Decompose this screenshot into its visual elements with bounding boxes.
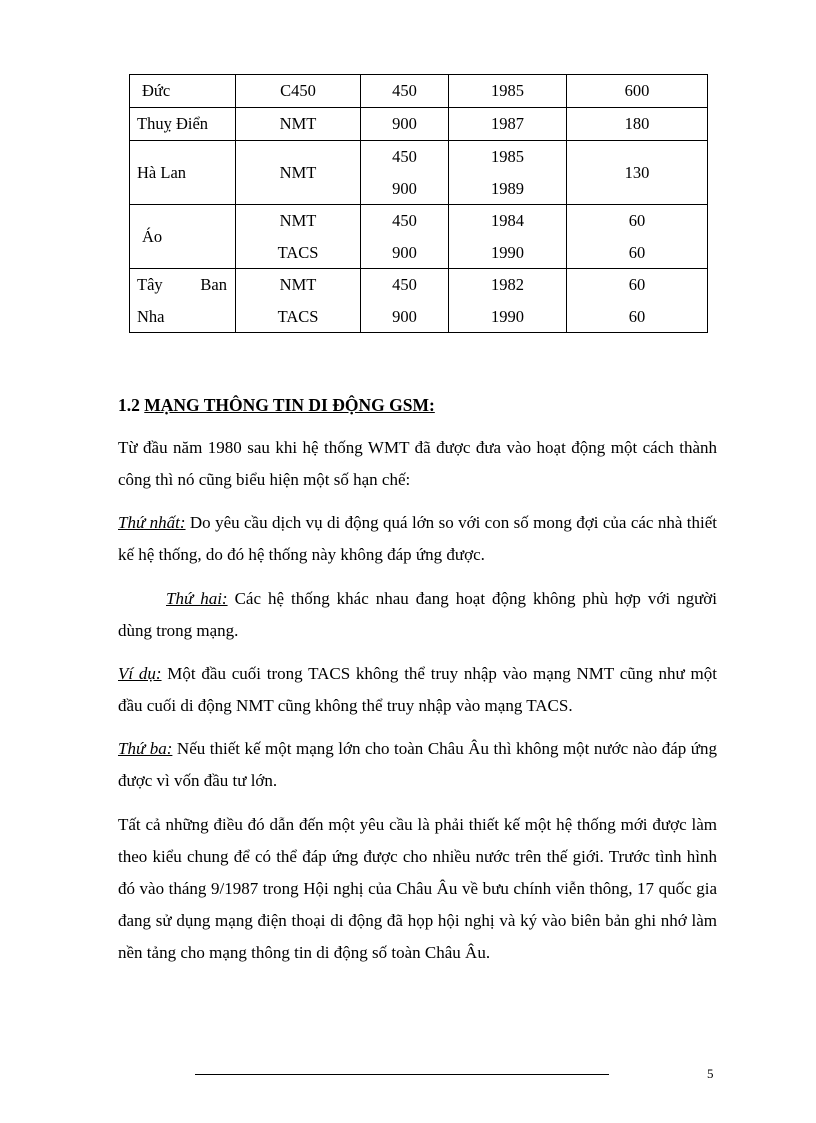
table-row (130, 205, 708, 269)
country-cell: Đức (130, 75, 236, 108)
year-cell: 1984 1990 (449, 205, 567, 269)
year-cell: 1982 1990 (449, 269, 567, 333)
country-cell: Tây Ban Nha (130, 269, 236, 333)
example-label: Ví dụ: (118, 664, 162, 683)
country-cell: Thuỵ Điển (130, 108, 236, 141)
table-row (130, 75, 708, 108)
band-cell: 450 (361, 75, 449, 108)
third-label: Thứ ba: (118, 739, 173, 758)
band-cell: 900 (361, 108, 449, 141)
third-text: Nếu thiết kế một mạng lớn cho toàn Châu Âu thì không một nước nào đáp ứng được vì vốn đầu tư lớn. (118, 739, 718, 790)
capacity-cell: 60 60 (567, 205, 708, 269)
capacity-cell: 60 60 (567, 269, 708, 333)
system-cell: NMT TACS (236, 205, 361, 269)
year-cell: 1987 (449, 108, 567, 141)
system-cell: C450 (236, 75, 361, 108)
cellular-systems-table (129, 74, 708, 333)
section-heading (118, 395, 435, 416)
table-row (130, 108, 708, 141)
country-cell: Áo (130, 205, 236, 269)
country-cell: Hà Lan (130, 141, 236, 205)
third-limitation-paragraph (118, 733, 717, 797)
band-cell: 450 900 (361, 269, 449, 333)
second-label: Thứ hai: (166, 589, 228, 608)
band-cell: 450 900 (361, 141, 449, 205)
year-cell: 1985 1989 (449, 141, 567, 205)
system-cell: NMT (236, 108, 361, 141)
footer-divider (195, 1074, 609, 1075)
year-cell: 1985 (449, 75, 567, 108)
conclusion-paragraph: Tất cả những điều đó dẫn đến một yêu cầu là phải thiết kế một hệ thống mới được làm theo kiểu chung để có thể đáp ứng được cho nhiều nước trên thế giới. Trước tình hình đó vào tháng 9/1987 trong Hội nghị của Châu Âu về bưu chính viễn thông, 17 quốc gia đang sử dụng mạng điện thoại di động đã họp hội nghị và ký vào biên bản ghi nhớ làm nền tảng cho mạng thông tin di động số toàn Châu Âu. (118, 815, 717, 962)
section-title: MẠNG THÔNG TIN DI ĐỘNG GSM: (144, 395, 435, 415)
first-label: Thứ nhất: (118, 513, 186, 532)
section-number: 1.2 (118, 395, 140, 415)
band-cell: 450 900 (361, 205, 449, 269)
system-cell: NMT TACS (236, 269, 361, 333)
first-text: Do yêu cầu dịch vụ di động quá lớn so với con số mong đợi của các nhà thiết kế hệ thống, do đó hệ thống này không đáp ứng được. (118, 513, 717, 564)
example-text: Một đầu cuối trong TACS không thể truy nhập vào mạng NMT cũng như một đầu cuối di động NMT cũng không thể truy nhập vào mạng TACS. (118, 664, 717, 715)
intro-paragraph: Từ đầu năm 1980 sau khi hệ thống WMT đã được đưa vào hoạt động một cách thành công thì nó cũng biểu hiện một số hạn chế: (118, 438, 717, 489)
second-limitation-paragraph (118, 583, 717, 647)
example-paragraph (118, 658, 717, 722)
table-row (130, 269, 708, 333)
page-number: 5 (707, 1066, 714, 1081)
capacity-cell: 180 (567, 108, 708, 141)
capacity-cell: 600 (567, 75, 708, 108)
second-text: Các hệ thống khác nhau đang hoạt động không phù hợp với người dùng trong mạng. (118, 589, 717, 640)
first-limitation-paragraph (118, 507, 717, 571)
capacity-cell: 130 (567, 141, 708, 205)
system-cell: NMT (236, 141, 361, 205)
table-row (130, 141, 708, 205)
